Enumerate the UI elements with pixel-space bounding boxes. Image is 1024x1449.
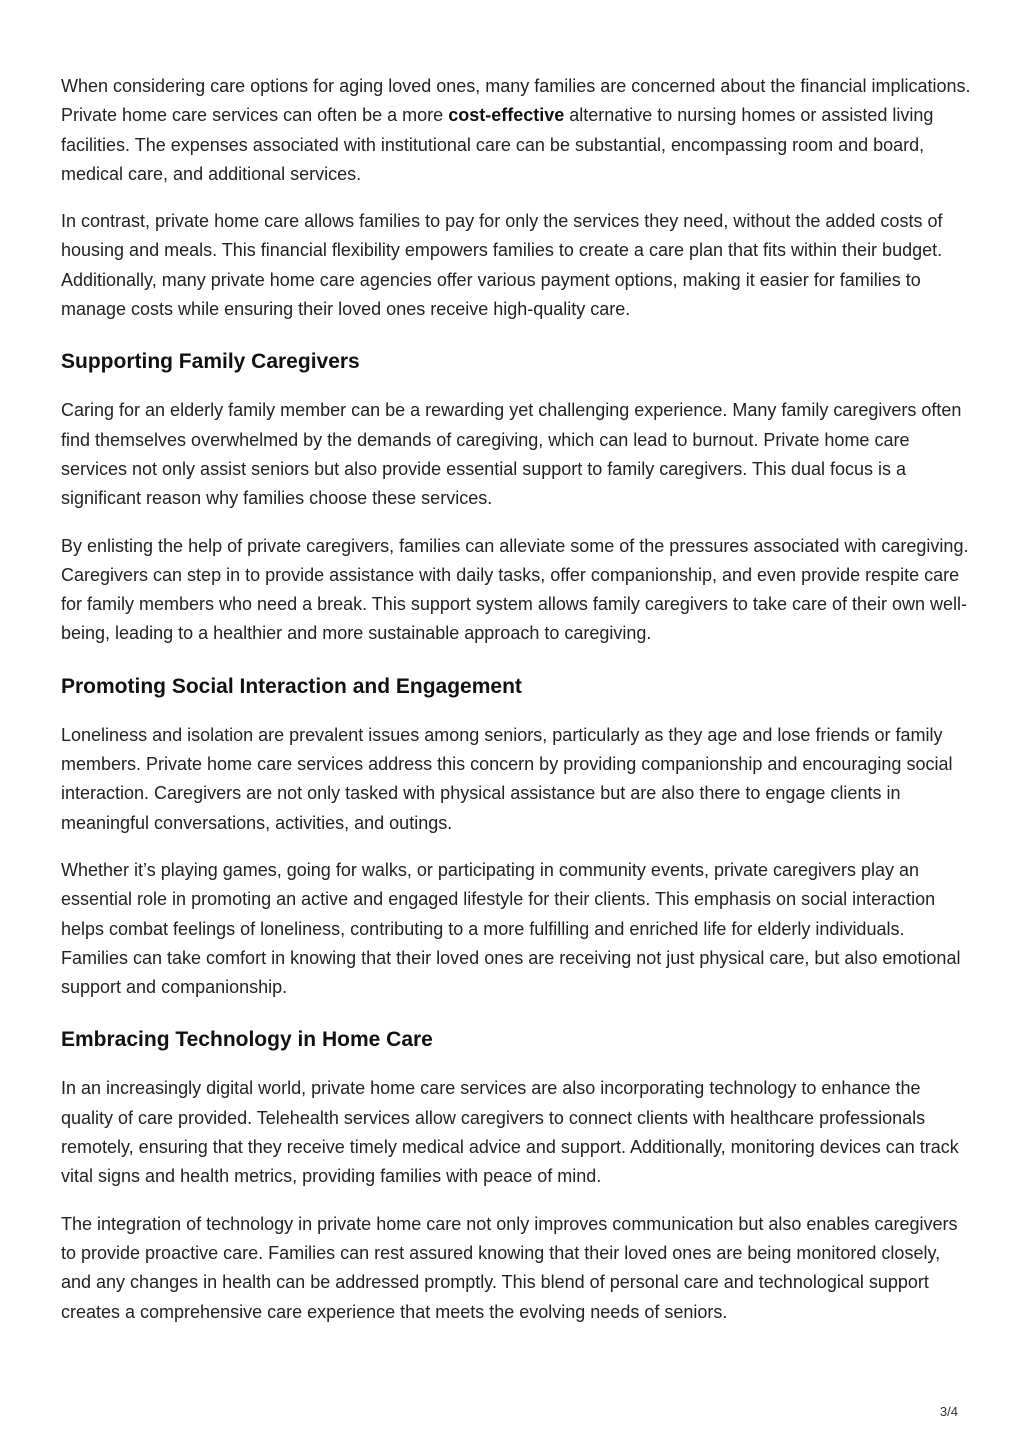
paragraph-engaged-lifestyle: Whether it’s playing games, going for walks, or participating in community events, private caregivers play an essential role in promoting an active and engaged lifestyle for their clients. This emphasis on social interaction helps combat feelings of loneliness, contributing to a more fulfilling and enriched life for elderly individuals. Families can take comfort in knowing that their loved ones are receiving not just physical care, but also emotional support and companionship.	[61, 859, 961, 998]
document-body	[61, 72, 971, 1345]
page-number: 3/4	[939, 1404, 958, 1419]
paragraph-loneliness: Loneliness and isolation are prevalent issues among seniors, particularly as they age and lose friends or family members. Private home care services address this concern by providing companionship and encouraging social interaction. Caregivers are not only tasked with physical assistance but are also there to engage clients in meaningful conversations, activities, and outings.	[61, 724, 953, 833]
paragraph-caregiver-burnout: Caring for an elderly family member can be a rewarding yet challenging experience. Many family caregivers often find themselves overwhelmed by the demands of caregiving, which can lead to burnout. Private home care services not only assist seniors but also provide essential support to family caregivers. This dual focus is a significant reason why families choose these services.	[61, 400, 962, 509]
paragraph-financial-flexibility: In contrast, private home care allows families to pay for only the services they need, without the added costs of housing and meals. This financial flexibility empowers families to create a care plan that fits within their budget. Additionally, many private home care agencies offer various payment options, making it easier for families to manage costs while ensuring their loved ones receive high-quality care.	[61, 211, 943, 320]
paragraph-respite-care: By enlisting the help of private caregivers, families can alleviate some of the pressures associated with caregiving. Caregivers can step in to provide assistance with daily tasks, offer companionship, and even provide respite care for family members who need a break. This support system allows family caregivers to take care of their own well-being, leading to a healthier and more sustainable approach to caregiving.	[61, 535, 969, 644]
paragraph-telehealth: In an increasingly digital world, private home care services are also incorporating technology to enhance the quality of care provided. Telehealth services allow caregivers to connect clients with healthcare professionals remotely, ensuring that they receive timely medical advice and support. Additionally, monitoring devices can track vital signs and health metrics, providing families with peace of mind.	[61, 1078, 959, 1187]
bold-term: cost-effective	[448, 105, 565, 126]
heading-social-interaction: Promoting Social Interaction and Engagement	[61, 674, 522, 698]
heading-supporting-family-caregivers: Supporting Family Caregivers	[61, 350, 360, 374]
paragraph-cost-effective: When considering care options for aging loved ones, many families are concerned about the financial implications. Private home care services can often be a more cost-effective alternative to nursing homes or assisted living facilities. The expenses associated with institutional care can be substantial, encompassing room and board, medical care, and additional services.	[61, 76, 971, 184]
heading-technology: Embracing Technology in Home Care	[61, 1028, 433, 1052]
paragraph-proactive-care: The integration of technology in private home care not only improves communication but also enables caregivers to provide proactive care. Families can rest assured knowing that their loved ones are being monitored closely, and any changes in health can be addressed promptly. This blend of personal care and technological support creates a comprehensive care experience that meets the evolving needs of seniors.	[61, 1213, 958, 1322]
